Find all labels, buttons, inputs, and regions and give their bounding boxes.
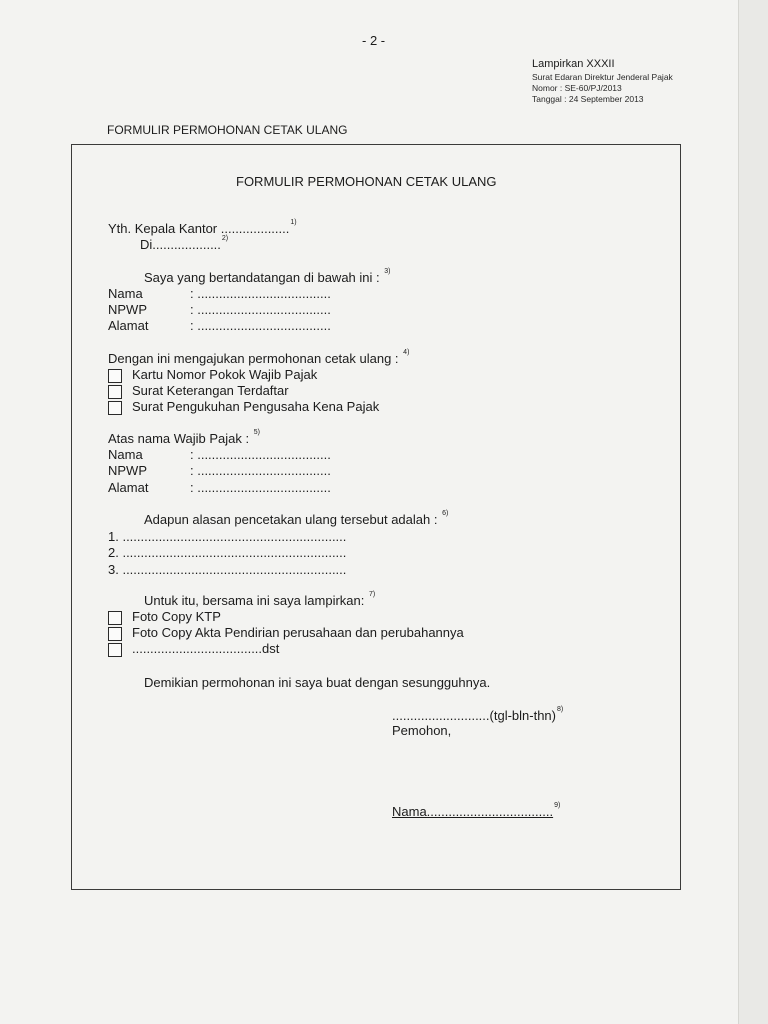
footnote-7: 7)	[369, 591, 376, 598]
field-label: Nama	[108, 447, 143, 462]
reason-item-3: 3. ..............................................................	[108, 562, 347, 577]
form-title: FORMULIR PERMOHONAN CETAK ULANG	[236, 174, 497, 189]
reasons-intro	[144, 512, 448, 527]
footnote-3: 3)	[384, 268, 391, 275]
addressee-di-text: Di...................	[140, 237, 221, 252]
field-label: Nama	[108, 286, 143, 301]
checkbox-skt[interactable]	[108, 385, 122, 399]
document-title: FORMULIR PERMOHONAN CETAK ULANG	[107, 123, 348, 137]
applicant-npwp-row	[108, 302, 331, 317]
applicant-label: Pemohon,	[392, 723, 452, 738]
taxpayer-name-row	[108, 447, 331, 462]
taxpayer-intro	[108, 431, 260, 446]
attachment-title: Lampirkan XXXII	[532, 58, 615, 70]
option-skt: Surat Keterangan Terdaftar	[132, 383, 289, 398]
checkbox-akta[interactable]	[108, 627, 122, 641]
request-intro	[108, 351, 409, 366]
attachment-circular: Surat Edaran Direktur Jenderal Pajak	[532, 72, 673, 82]
addressee-text: Yth. Kepala Kantor ...................	[108, 221, 290, 236]
request-intro-text: Dengan ini mengajukan permohonan cetak ulang :	[108, 351, 399, 366]
field-value: : .....................................	[190, 463, 331, 478]
field-value: : .....................................	[190, 302, 331, 317]
reason-item-2: 2. ..............................................................	[108, 545, 347, 560]
attachment-date: Tanggal : 24 September 2013	[532, 94, 644, 104]
page-edge	[738, 0, 768, 1024]
checkbox-other[interactable]	[108, 643, 122, 657]
applicant-name-row	[108, 286, 331, 301]
taxpayer-address-row	[108, 480, 331, 495]
date-line	[392, 708, 563, 723]
attachment-ktp: Foto Copy KTP	[132, 609, 221, 624]
footnote-6: 6)	[442, 510, 449, 517]
attachment-other: ....................................dst	[132, 641, 280, 656]
field-value: : .....................................	[190, 286, 331, 301]
reasons-intro-text: Adapun alasan pencetakan ulang tersebut adalah :	[144, 512, 438, 527]
page-number: - 2 -	[362, 33, 386, 48]
option-kartu-npwp: Kartu Nomor Pokok Wajib Pajak	[132, 367, 318, 382]
attachments-intro-text: Untuk itu, bersama ini saya lampirkan:	[144, 593, 365, 608]
checkbox-kartu-npwp[interactable]	[108, 369, 122, 383]
checkbox-ktp[interactable]	[108, 611, 122, 625]
footnote-2: 2)	[221, 235, 229, 242]
applicant-address-row	[108, 318, 331, 333]
taxpayer-intro-text: Atas nama Wajib Pajak :	[108, 431, 250, 446]
field-label: Alamat	[108, 480, 149, 495]
closing-statement: Demikian permohonan ini saya buat dengan sesungguhnya.	[144, 675, 491, 690]
signature-line	[392, 804, 560, 819]
field-value: : .....................................	[190, 480, 331, 495]
reason-item-1: 1. ..............................................................	[108, 529, 347, 544]
field-label: Alamat	[108, 318, 149, 333]
field-label: NPWP	[108, 302, 147, 317]
field-value: : .....................................	[190, 318, 331, 333]
attachment-akta: Foto Copy Akta Pendirian perusahaan dan perubahannya	[132, 625, 464, 640]
attachment-number: Nomor : SE-60/PJ/2013	[532, 83, 622, 93]
footnote-8: 8)	[557, 706, 564, 713]
field-label: NPWP	[108, 463, 147, 478]
footnote-1: 1)	[290, 219, 297, 226]
applicant-intro	[144, 270, 390, 285]
applicant-intro-text: Saya yang bertandatangan di bawah ini :	[144, 270, 380, 285]
option-pkp: Surat Pengukuhan Pengusaha Kena Pajak	[132, 399, 380, 414]
signature-name: Nama...................................	[392, 804, 554, 819]
footnote-4: 4)	[403, 349, 410, 356]
footnote-9: 9)	[554, 802, 561, 809]
date-line-text: ...........................(tgl-bln-thn)	[392, 708, 556, 723]
taxpayer-npwp-row	[108, 463, 331, 478]
addressee-line	[108, 221, 297, 236]
addressee-di-line	[140, 237, 228, 252]
attachments-intro	[144, 593, 375, 608]
checkbox-pkp[interactable]	[108, 401, 122, 415]
footnote-5: 5)	[253, 429, 260, 436]
field-value: : .....................................	[190, 447, 331, 462]
